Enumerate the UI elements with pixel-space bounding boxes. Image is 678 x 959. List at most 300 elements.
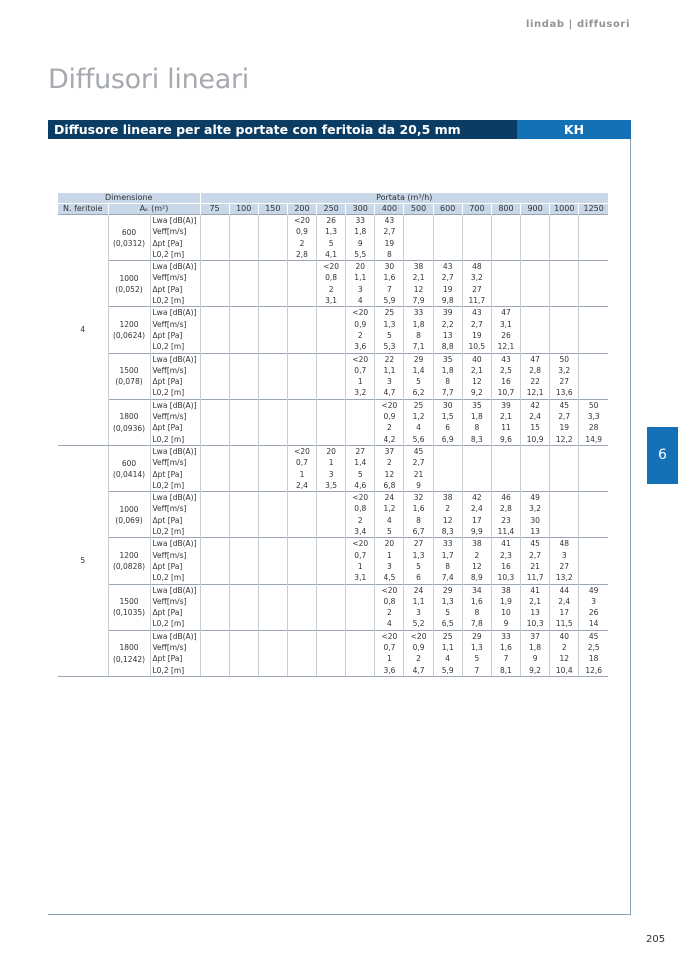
value: 6,8 — [383, 480, 396, 490]
value — [288, 538, 316, 549]
value: 1,1 — [383, 365, 396, 375]
ak-value: (0,1035) — [112, 608, 146, 618]
value — [579, 457, 608, 468]
value: 2,5 — [587, 642, 600, 652]
value — [259, 538, 287, 549]
value-cell — [550, 353, 579, 399]
param-label: Lwa [dB(A)] — [152, 493, 197, 503]
value-cell — [433, 584, 462, 630]
value: 1 — [357, 561, 363, 571]
value: 49 — [588, 585, 599, 595]
value: 8,1 — [500, 665, 512, 675]
value: 38 — [442, 493, 453, 503]
value — [288, 272, 316, 283]
value: 25 — [413, 400, 424, 410]
value — [434, 457, 462, 468]
value: 32 — [413, 493, 424, 503]
value-cell — [200, 353, 229, 399]
value: 30 — [384, 262, 395, 272]
value — [492, 480, 520, 491]
value-cell — [317, 399, 346, 445]
value: 11,4 — [497, 527, 515, 537]
value: 0,9 — [296, 227, 308, 237]
value: 5,5 — [354, 249, 367, 259]
value — [230, 642, 258, 653]
value: 1,8 — [412, 319, 425, 329]
value-cell — [462, 353, 491, 399]
value — [201, 422, 229, 433]
value-cell — [200, 492, 229, 538]
value — [521, 319, 549, 330]
value — [521, 226, 549, 237]
value: 4,7 — [383, 388, 396, 398]
value: 5,9 — [441, 665, 454, 675]
value-cell — [287, 492, 316, 538]
value — [201, 469, 229, 480]
value — [201, 572, 229, 583]
value-cell — [375, 630, 404, 676]
length-value: 600 — [121, 458, 137, 468]
value — [201, 515, 229, 526]
flow-col-header: 250 — [317, 204, 346, 215]
value-cell — [491, 538, 520, 584]
value — [288, 607, 316, 618]
value: 46 — [501, 493, 511, 503]
value: 2,1 — [500, 412, 512, 422]
value-cell — [521, 399, 550, 445]
param-label: Δpt [Pa] — [152, 423, 183, 433]
value: 26 — [588, 608, 599, 618]
value — [230, 354, 258, 365]
param-label: Δpt [Pa] — [152, 238, 183, 248]
value: 8 — [474, 423, 480, 433]
value — [346, 596, 374, 607]
value-cell — [579, 630, 608, 676]
flow-col-header: 1250 — [579, 204, 608, 215]
value: 13,6 — [555, 388, 573, 398]
value-cell — [404, 630, 433, 676]
value-cell — [375, 215, 404, 261]
value — [201, 642, 229, 653]
value: 3,1 — [325, 296, 338, 306]
value — [201, 226, 229, 237]
value: 38 — [472, 539, 482, 549]
value-cell — [346, 492, 375, 538]
value: 4,2 — [383, 434, 396, 444]
value — [550, 226, 578, 237]
dimension-cell — [108, 492, 150, 538]
param-label: Δpt [Pa] — [152, 284, 183, 294]
value — [230, 284, 258, 295]
value: 6 — [416, 573, 421, 583]
value — [230, 585, 258, 596]
value: 5 — [357, 469, 363, 479]
value-cell — [433, 445, 462, 491]
value-cell — [579, 538, 608, 584]
value: 1 — [387, 654, 392, 664]
param-label: L0,2 [m] — [152, 619, 185, 629]
value: 29 — [472, 631, 482, 641]
value — [288, 653, 316, 664]
value-cell — [287, 353, 316, 399]
value: 3,3 — [587, 412, 600, 422]
value — [259, 284, 287, 295]
dimension-header: Dimensione — [58, 193, 200, 204]
value: 7,9 — [412, 296, 425, 306]
value-cell — [404, 445, 433, 491]
value: 1,6 — [412, 504, 425, 514]
value: 8,3 — [441, 527, 454, 537]
flow-col-header: 300 — [346, 204, 375, 215]
value: 2,3 — [500, 550, 512, 560]
value — [288, 341, 316, 352]
param-labels — [150, 630, 200, 676]
value — [521, 272, 549, 283]
value-cell — [200, 399, 229, 445]
value: 10,9 — [526, 434, 544, 444]
flow-col-header: 900 — [521, 204, 550, 215]
value — [259, 469, 287, 480]
value: <20 — [381, 631, 398, 641]
value — [230, 434, 258, 445]
value-cell — [579, 215, 608, 261]
value: 26 — [501, 330, 511, 340]
value — [288, 434, 316, 445]
value: 8,9 — [470, 573, 483, 583]
value — [346, 434, 374, 445]
value: 1,6 — [470, 596, 483, 606]
value — [201, 272, 229, 283]
value: 3 — [561, 550, 567, 560]
value — [259, 365, 287, 376]
value: 2,4 — [529, 412, 542, 422]
value: 7 — [503, 654, 509, 664]
value — [434, 480, 462, 491]
value — [259, 354, 287, 365]
value — [259, 607, 287, 618]
value: 3,2 — [470, 273, 483, 283]
param-labels — [150, 399, 200, 445]
value: <20 — [352, 308, 369, 318]
value-cell — [258, 538, 287, 584]
value-cell — [433, 399, 462, 445]
value: 6,2 — [412, 388, 425, 398]
value — [550, 330, 578, 341]
product-banner — [48, 120, 631, 139]
value: 5,9 — [383, 296, 396, 306]
value-cell — [462, 307, 491, 353]
value: 2 — [445, 504, 451, 514]
param-label: Veff[m/s] — [152, 273, 187, 283]
value: 21 — [530, 561, 540, 571]
value — [463, 446, 491, 457]
value — [259, 387, 287, 398]
value — [288, 330, 316, 341]
value-cell — [229, 399, 258, 445]
value: 8 — [416, 515, 421, 525]
value: 2,8 — [296, 249, 308, 259]
value — [259, 653, 287, 664]
param-label: Lwa [dB(A)] — [152, 400, 197, 410]
value — [230, 226, 258, 237]
value-cell — [521, 261, 550, 307]
value-cell — [462, 261, 491, 307]
value: 21 — [413, 469, 424, 479]
value — [230, 561, 258, 572]
value: 1,6 — [383, 273, 396, 283]
param-label: Lwa [dB(A)] — [152, 631, 197, 641]
value-cell — [229, 307, 258, 353]
flow-col-header: 600 — [433, 204, 462, 215]
value-cell — [346, 399, 375, 445]
value-cell — [579, 399, 608, 445]
value — [317, 503, 345, 514]
length-value: 1500 — [119, 366, 139, 376]
value: <20 — [352, 493, 369, 503]
value — [579, 238, 608, 249]
value: 33 — [501, 631, 511, 641]
ak-value: (0,0828) — [112, 562, 146, 572]
value: 2 — [387, 423, 392, 433]
performance-table — [58, 193, 608, 677]
value — [521, 480, 549, 491]
value — [201, 411, 229, 422]
value: 0,8 — [383, 596, 396, 606]
value-cell — [200, 584, 229, 630]
value-cell — [491, 215, 520, 261]
value-cell — [229, 538, 258, 584]
value-cell — [375, 445, 404, 491]
param-label: Veff[m/s] — [152, 227, 187, 237]
param-label: L0,2 [m] — [152, 388, 185, 398]
value — [550, 215, 578, 226]
value-cell — [375, 538, 404, 584]
value — [230, 422, 258, 433]
param-label: Δpt [Pa] — [152, 515, 183, 525]
value — [521, 341, 549, 352]
value-cell — [200, 261, 229, 307]
table-row — [58, 492, 608, 538]
value — [230, 480, 258, 491]
value — [259, 526, 287, 537]
value — [259, 261, 287, 272]
value-cell — [375, 492, 404, 538]
value — [259, 503, 287, 514]
value: 7,4 — [441, 573, 454, 583]
value — [259, 295, 287, 306]
value: 1,5 — [441, 412, 454, 422]
value: <20 — [323, 262, 340, 272]
value: 35 — [442, 354, 453, 364]
value-cell — [229, 215, 258, 261]
value — [579, 526, 608, 537]
value — [550, 261, 578, 272]
value-cell — [200, 445, 229, 491]
value: 43 — [472, 308, 482, 318]
value: 2,7 — [558, 412, 571, 422]
value-cell — [521, 353, 550, 399]
value — [259, 272, 287, 283]
value-cell — [200, 630, 229, 676]
value-cell — [404, 584, 433, 630]
value: 9,9 — [470, 527, 483, 537]
value: 37 — [384, 446, 395, 456]
value — [259, 330, 287, 341]
value: 8 — [416, 330, 421, 340]
value-cell — [579, 307, 608, 353]
value — [259, 596, 287, 607]
value — [201, 561, 229, 572]
value — [288, 503, 316, 514]
value: 1,3 — [412, 550, 425, 560]
value-cell — [491, 399, 520, 445]
length-value: 1800 — [119, 412, 139, 422]
flow-header: Portata (m³/h) — [200, 193, 608, 204]
value — [521, 284, 549, 295]
value — [434, 215, 462, 226]
value — [550, 480, 578, 491]
value-cell — [375, 261, 404, 307]
length-value: 1800 — [119, 643, 139, 653]
value-cell — [375, 353, 404, 399]
value — [259, 492, 287, 503]
value-cell — [287, 630, 316, 676]
value: 27 — [559, 377, 570, 387]
param-labels — [150, 261, 200, 307]
value — [579, 387, 608, 398]
value — [288, 354, 316, 365]
value: 14 — [588, 619, 599, 629]
value — [463, 226, 491, 237]
value — [463, 238, 491, 249]
value-cell — [521, 538, 550, 584]
value — [230, 526, 258, 537]
value-cell — [287, 445, 316, 491]
value — [317, 631, 345, 642]
value — [288, 319, 316, 330]
value: 12,1 — [526, 388, 544, 398]
value: 5 — [445, 608, 451, 618]
value: 9 — [357, 238, 363, 248]
value — [492, 226, 520, 237]
value: 28 — [588, 423, 599, 433]
value — [550, 319, 578, 330]
value — [288, 295, 316, 306]
ak-value: (0,1242) — [112, 654, 146, 664]
value — [492, 295, 520, 306]
value: 4,7 — [412, 665, 425, 675]
value-cell — [521, 445, 550, 491]
frame-right-line — [630, 139, 631, 915]
chapter-tab[interactable]: 6 — [647, 427, 678, 484]
value: <20 — [352, 539, 369, 549]
value — [201, 319, 229, 330]
param-label: Δpt [Pa] — [152, 469, 183, 479]
value: <20 — [294, 446, 310, 456]
param-label: Lwa [dB(A)] — [152, 354, 197, 364]
value: 49 — [530, 493, 540, 503]
value: 6,7 — [412, 527, 425, 537]
value — [317, 526, 345, 537]
ak-value: (0,078) — [115, 377, 143, 387]
value-cell — [404, 307, 433, 353]
ak-value: (0,069) — [115, 516, 143, 526]
value-cell — [521, 584, 550, 630]
value: 2,7 — [470, 319, 483, 329]
value — [288, 572, 316, 583]
value — [521, 457, 549, 468]
value — [201, 585, 229, 596]
value — [201, 607, 229, 618]
value: 50 — [559, 354, 570, 364]
value: 3 — [591, 596, 597, 606]
value — [579, 572, 608, 583]
value — [317, 538, 345, 549]
value — [317, 572, 345, 583]
value — [230, 631, 258, 642]
value — [434, 469, 462, 480]
value — [201, 492, 229, 503]
value — [550, 492, 578, 503]
value: 2 — [387, 458, 392, 468]
value: 2 — [561, 642, 567, 652]
value — [521, 330, 549, 341]
flow-col-header: 150 — [258, 204, 287, 215]
value: 40 — [472, 354, 482, 364]
value — [201, 550, 229, 561]
value — [288, 284, 316, 295]
value: 1,3 — [383, 319, 396, 329]
value: 9,2 — [470, 388, 483, 398]
value-cell — [375, 307, 404, 353]
value — [317, 653, 345, 664]
value — [579, 341, 608, 352]
value: 29 — [442, 585, 453, 595]
value — [521, 469, 549, 480]
param-labels — [150, 215, 200, 261]
value — [579, 446, 608, 457]
value-cell — [404, 492, 433, 538]
value: 8 — [445, 377, 451, 387]
value-cell — [375, 584, 404, 630]
value — [201, 341, 229, 352]
value — [201, 295, 229, 306]
value: 3 — [387, 561, 392, 571]
value: 2,8 — [529, 365, 542, 375]
value — [259, 319, 287, 330]
value: 2 — [357, 330, 363, 340]
value-cell — [346, 630, 375, 676]
value — [521, 238, 549, 249]
value: 2,7 — [383, 227, 396, 237]
value — [434, 249, 462, 260]
value: 0,7 — [296, 458, 308, 468]
value — [288, 422, 316, 433]
value — [288, 585, 316, 596]
value — [259, 515, 287, 526]
value: 0,9 — [412, 642, 425, 652]
value-cell — [462, 584, 491, 630]
value-cell — [258, 215, 287, 261]
value: 26 — [326, 216, 336, 225]
value — [201, 354, 229, 365]
value-cell — [404, 353, 433, 399]
value — [259, 341, 287, 352]
value — [259, 618, 287, 629]
value: 13 — [442, 330, 453, 340]
value-cell — [229, 261, 258, 307]
value — [463, 469, 491, 480]
